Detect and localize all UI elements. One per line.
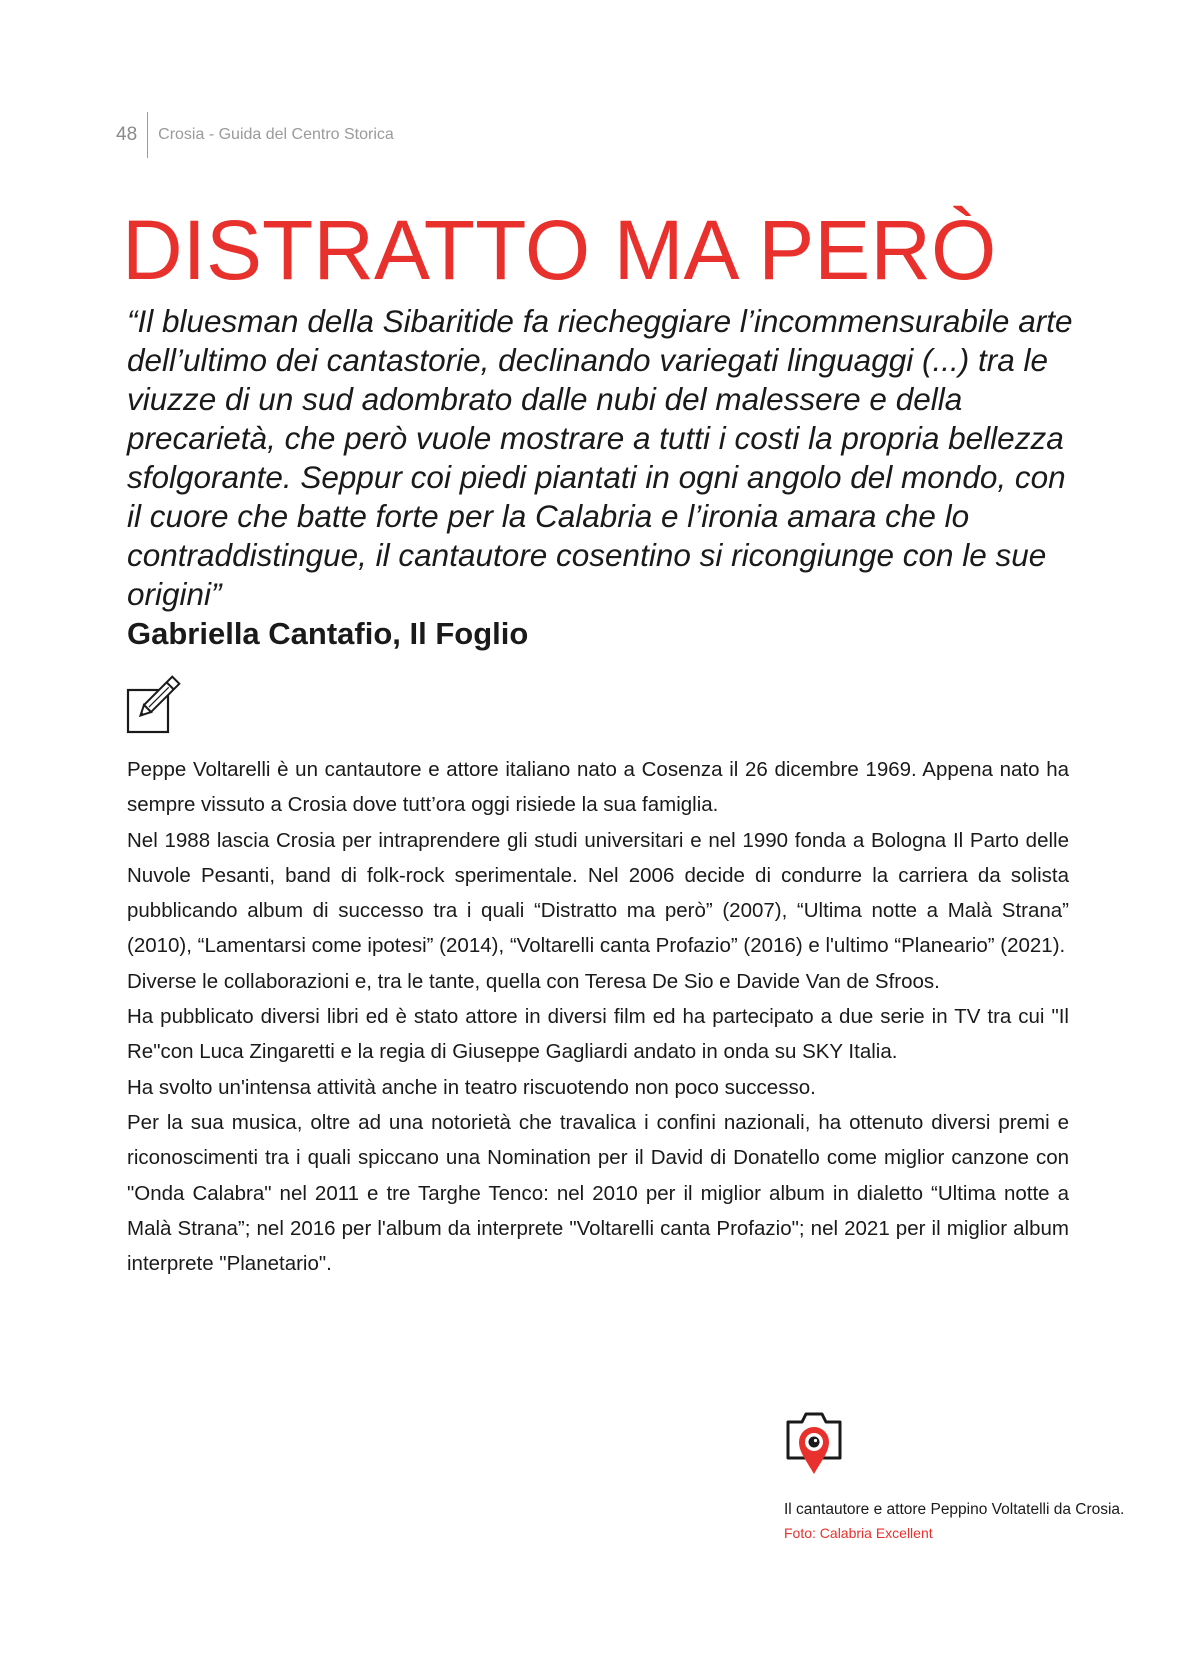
- pull-quote: [127, 302, 1083, 653]
- body-paragraph: Diverse le collaborazioni e, tra le tante, quella con Teresa De Sio e Davide Van de Sfroos.: [127, 969, 940, 993]
- running-title: Crosia - Guida del Centro Storica: [158, 126, 394, 143]
- body-paragraph: Nel 1988 lascia Crosia per intraprendere gli studi universitari e nel 1990 fonda a Bologna Il Parto delle Nuvole Pesanti, band di folk-rock sperimentale. Nel 2006 decide di condurre la carriera da solista pubblicando album di successo tra i quali “Distratto ma però” (2007), “Ultima notte a Malà Strana” (2010), “Lamentarsi come ipotesi” (2014), “Voltarelli canta Profazio” (2016) e l'ultimo “Planeario” (2021).: [127, 828, 1069, 958]
- page-number: 48: [116, 124, 138, 145]
- caption-text: Il cantautore e attore Peppino Voltatelli da Crosia.: [784, 1501, 1125, 1518]
- body-paragraph: Per la sua musica, oltre ad una notorietà che travalica i confini nazionali, ha ottenuto diversi premi e riconoscimenti tra i quali spiccano una Nomination per il David di Donatello come miglior canzone con "Onda Calabra" nel 2011 e tre Targhe Tenco: nel 2010 per il miglior album in dialetto “Ultima notte a Malà Strana”; nel 2016 per l'album da interprete "Voltarelli canta Profazio"; nel 2021 per il miglior album interprete "Planetario".: [127, 1110, 1069, 1276]
- pencil-in-square-icon: [126, 674, 186, 736]
- biography-text: [127, 752, 1069, 1281]
- photo-credit: Foto: Calabria Excellent: [784, 1525, 933, 1541]
- body-paragraph: Ha svolto un'intensa attività anche in teatro riscuotendo non poco successo.: [127, 1075, 816, 1099]
- body-paragraph: Peppe Voltarelli è un cantautore e attore italiano nato a Cosenza il 26 dicembre 1969. Appena nato ha sempre vissuto a Crosia dove tutt’ora oggi risiede la sua famiglia.: [127, 758, 1069, 817]
- camera-location-pin-icon: [784, 1408, 844, 1480]
- running-header: [116, 112, 394, 158]
- quote-author: Gabriella Cantafio, Il Foglio: [127, 616, 529, 651]
- photo-caption: [784, 1498, 1174, 1544]
- page-title: DISTRATTO MA PERÒ: [122, 203, 997, 297]
- body-paragraph: Ha pubblicato diversi libri ed è stato attore in diversi film ed ha partecipato a due serie in TV tra cui "Il Re"con Luca Zingaretti e la regia di Giuseppe Gagliardi andato in onda su SKY Italia.: [127, 1005, 1069, 1064]
- quote-text: “Il bluesman della Sibaritide fa riecheggiare l’incommensurabile arte dell’ultimo dei cantastorie, declinando variegati linguaggi (...) tra le viuzze di un sud adombrato dalle nubi del malessere e della precarietà, che però vuole mostrare a tutti i costi la propria bellezza sfolgorante. Seppur coi piedi piantati in ogni angolo del mondo, con il cuore che batte forte per la Calabria e l’ironia amara che lo contraddistingue, il cantautore cosentino si ricongiunge con le sue origini”: [127, 303, 1073, 612]
